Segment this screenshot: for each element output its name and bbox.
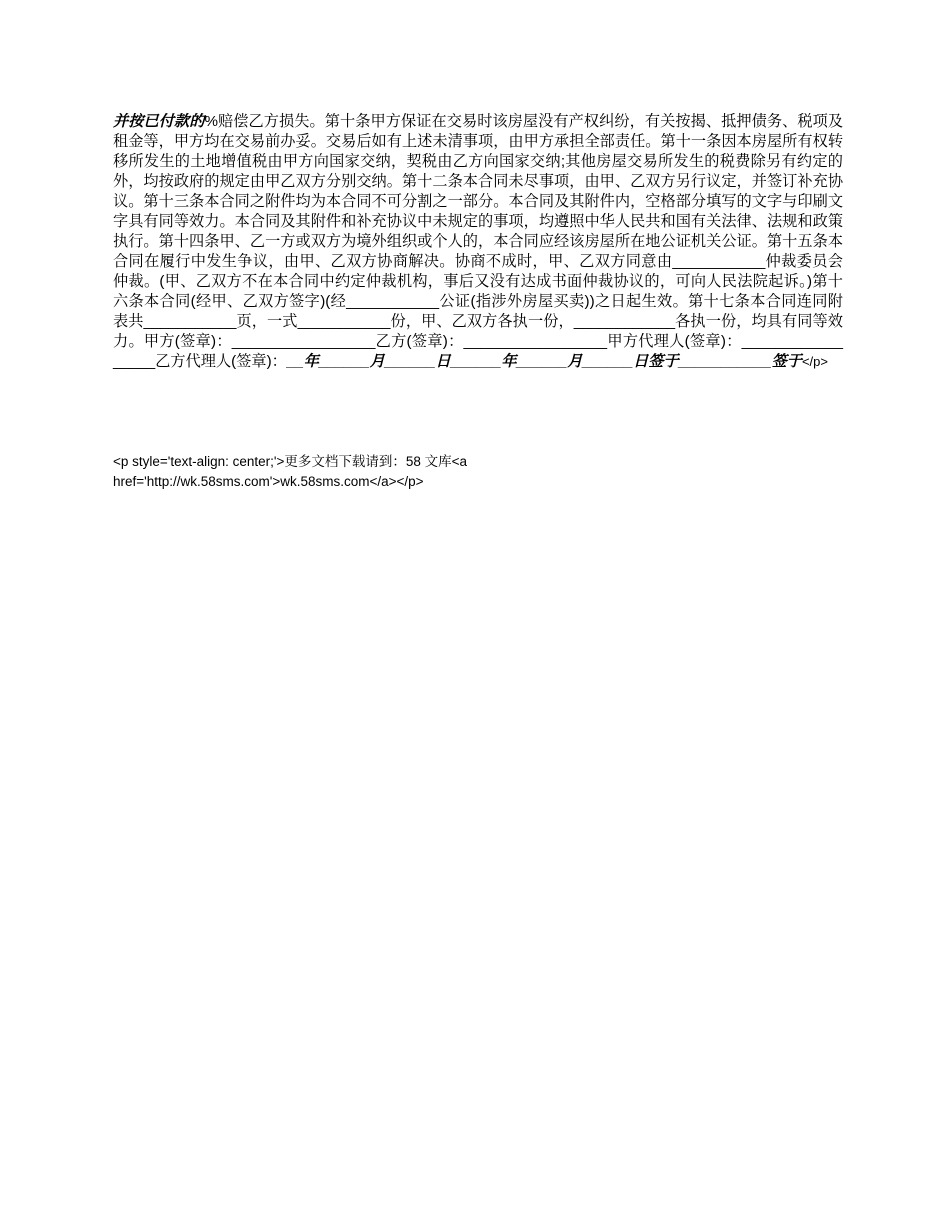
contract-body: 赔偿乙方损失。第十条甲方保证在交易时该房屋没有产权纠纷，有关按揭、抵押债务、税项及租金等，甲方均在交易前办妥。交易后如有上述未清事项，由甲方承担全部责任。第十一条因本房屋所有权转移所发生的土地增值税由甲方向国家交纳，契税由乙方向国家交纳;其他房屋交易所发生的税费除另有约定的外，均按政府的规定由甲乙双方分别交纳。第十二条本合同未尽事项，由甲、乙双方另行议定，并签订补充协议。第十三条本合同之附件均为本合同不可分割之一部分。本合同及其附件内，空格部分填写的文字与印刷文字具有同等效力。本合同及其附件和补充协议中未规定的事项，均遵照中华人民共和国有关法律、法规和政策执行。第十四条甲、乙一方或双方为境外组织或个人的，本合同应经该房屋所在地公证机关公证。第十五条本合同在履行中发生争议，由甲、乙双方协商解决。协商不成时，甲、乙双方同意由___________仲裁委员会仲裁。(甲、乙双方不在本合同中约定仲裁机构，事后又没有达成书面仲裁协议的，可向人民法院起诉。)第十六条本合同(经甲、乙双方签字)(经___________公证(指涉外房屋买卖))之日起生效。第十七条本合同连同附表共___________页，一式___________份，甲、乙双方各执一份，____________各执一份，均具有同等效力。甲方(签章)：_________________乙方(签章)：_________________甲方代理人(签章)：_________________乙方代理人(签章)： <box>113 113 844 370</box>
source-link-line: <p style='text-align: center;'>更多文档下载请到：58 文库<a href='http://wk.58sms.com'>wk.58sms.com</a></p> <box>113 454 471 489</box>
percent-sign: % <box>204 113 218 130</box>
signature-date-2: _年______月______日签于___________签于 <box>492 353 802 370</box>
emphasis-lead: 并按已付款的 <box>113 113 205 130</box>
closing-tag: </p> <box>801 354 828 369</box>
signature-date-1: __年______月______日_____ <box>286 353 493 370</box>
contract-paragraph <box>113 112 843 372</box>
